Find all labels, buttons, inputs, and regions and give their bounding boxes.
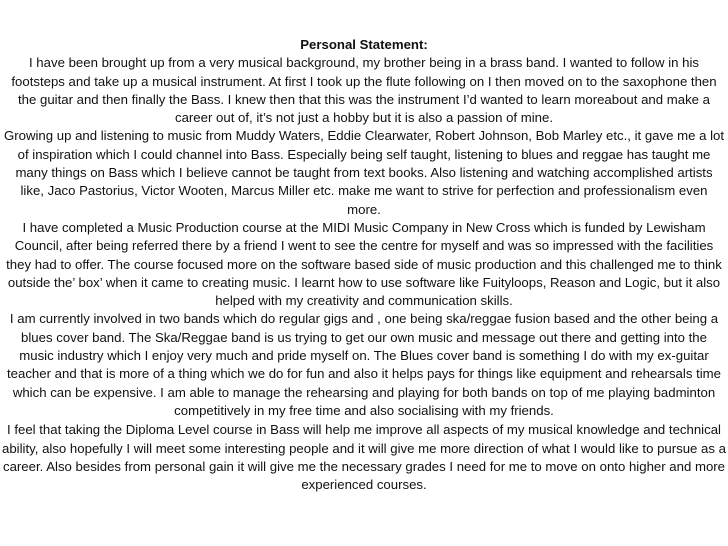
paragraph-musical-background: I have been brought up from a very musical background, my brother being in a brass band. I wanted to follow in his footsteps and take up a musical instrument. At first I took up the flute following on I then moved on to the saxophone then the guitar and then finally the Bass. I knew then that this was the instrument I’d wanted to learn moreabout and make a career out of, it’s not just a hobby but it is also a passion of mine. (11, 55, 717, 126)
paragraph-music-production-course: I have completed a Music Production course at the MIDI Music Company in New Cross which is funded by Lewisham Council, after being referred there by a friend I went to see the centre for myself and was so impressed with the facilities they had to offer. The course focused more on the software based side of music production and this challenged me to think outside the’ box’ when it came to creating music. I learnt how to use software like Fuityloops, Reason and Logic, but it also helped with my creativity and communication skills. (6, 219, 722, 309)
personal-statement-document (0, 36, 728, 494)
document-title: Personal Statement: (300, 37, 428, 52)
paragraph-bands: I am currently involved in two bands which do regular gigs and , one being ska/reggae fusion based and the other being a blues cover band. The Ska/Reggae band is us trying to get our own music and message out there and getting into the music industry which I enjoy very much and pride myself on. The Blues cover band is something I do with my ex-guitar teacher and that is more of a thing which we do for fun and also it helps pays for things like equipment and rehearsals time which can be expensive. I am able to manage the rehearsing and playing for both bands on top of me playing badminton competitively in my free time and also socialising with my friends. (7, 311, 721, 418)
paragraph-influences: Growing up and listening to music from Muddy Waters, Eddie Clearwater, Robert Johnson, Bob Marley etc., it gave me a lot of inspiration which I could channel into Bass. Especially being self taught, listening to blues and reggae has taught me many things on Bass which I believe cannot be taught from text books. Also listening and watching accomplished artists like, Jaco Pastorius, Victor Wooten, Marcus Miller etc. make me want to strive for perfection and professionalism even more. (3, 128, 725, 217)
paragraph-diploma-goals: I feel that taking the Diploma Level course in Bass will help me improve all aspects of my musical knowledge and technical ability, also hopefully I will meet some interesting people and it will give me more direction of what I would like to pursue as a career. Also besides from personal gain it will give me the necessary grades I need for me to move on onto higher and more experienced courses. (2, 422, 726, 493)
